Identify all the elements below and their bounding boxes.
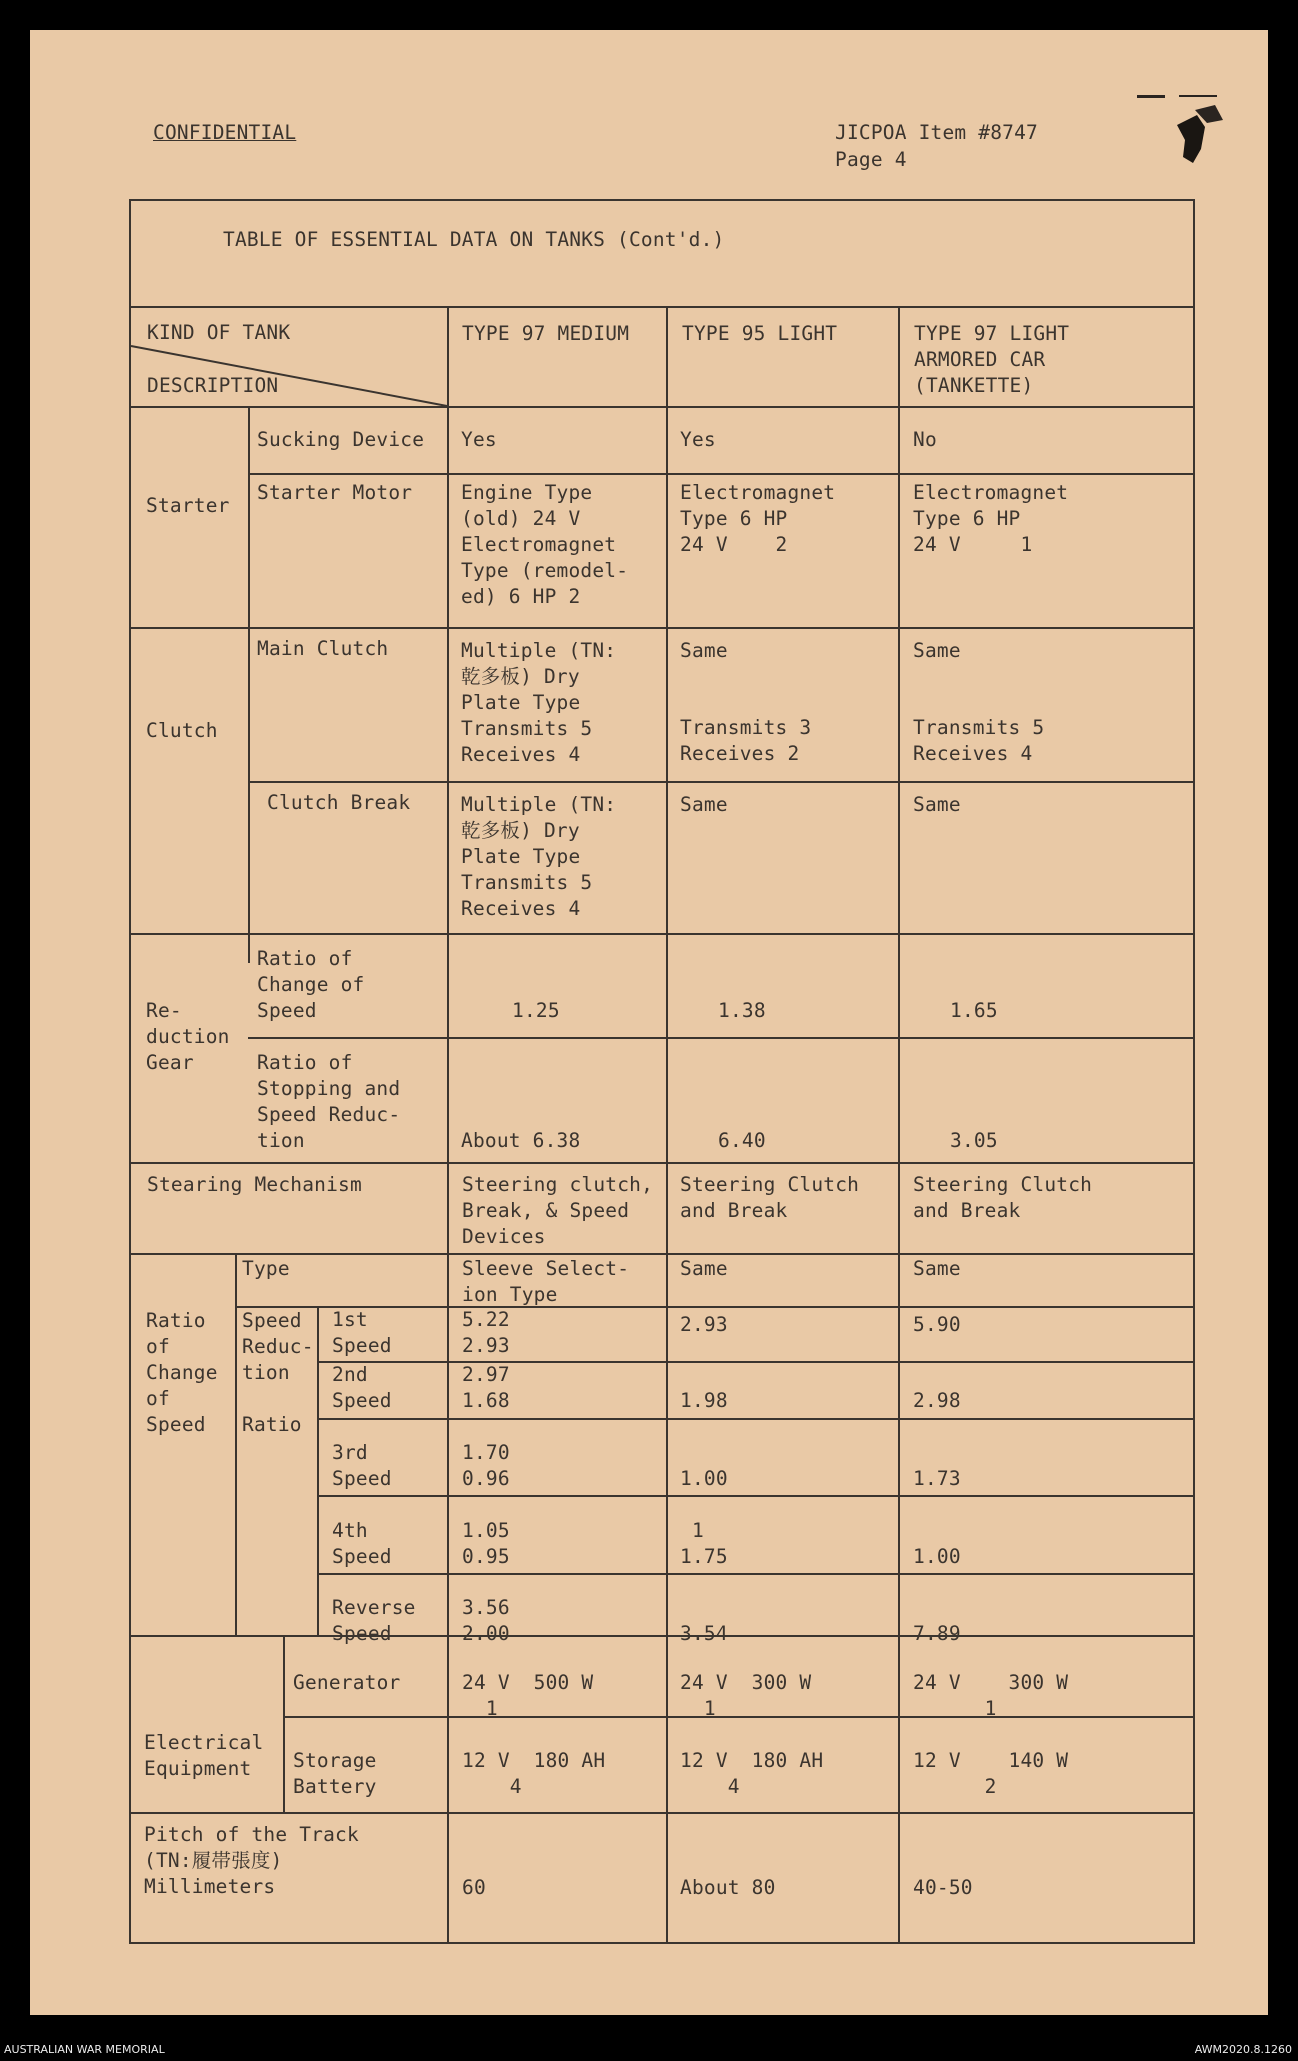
kind-of-tank-header: KIND OF TANK xyxy=(147,321,291,344)
cell: 3.56 2.00 xyxy=(462,1596,510,1645)
cell: Yes xyxy=(680,428,716,451)
cell: Steering Clutch and Break xyxy=(680,1173,860,1222)
row-sucking-device: Sucking Device xyxy=(257,428,425,451)
row-clutch-break: Clutch Break xyxy=(267,791,411,814)
group-reduction-gear: Re- duction Gear xyxy=(146,999,230,1074)
cell: Steering clutch, Break, & Speed Devices xyxy=(462,1173,654,1248)
cell: Electromagnet Type 6 HP 24 V 1 xyxy=(913,481,1069,556)
group-speed-reduction-ratio: Speed Reduc- tion Ratio xyxy=(242,1309,314,1436)
torn-corner-mark xyxy=(1135,85,1235,175)
description-header: DESCRIPTION xyxy=(147,374,279,397)
cell: 6.40 xyxy=(718,1129,766,1152)
cell: Yes xyxy=(461,428,497,451)
cell: 1.98 xyxy=(680,1389,728,1412)
col-type95-light: TYPE 95 LIGHT xyxy=(682,322,838,345)
cell: 3.05 xyxy=(950,1129,998,1152)
cell: 1.38 xyxy=(718,999,766,1022)
cell: 12 V 180 AH 4 xyxy=(680,1749,824,1798)
cell: Transmits 3 Receives 2 xyxy=(680,716,812,765)
cell: 2.97 1.68 xyxy=(462,1363,510,1412)
row-4th-speed: 4th Speed xyxy=(332,1519,392,1568)
cell: No xyxy=(913,428,937,451)
cell: 24 V 500 W 1 xyxy=(462,1671,594,1720)
cell: 5.22 2.93 xyxy=(462,1308,510,1357)
group-ratio-change-speed: Ratio of Change of Speed xyxy=(146,1309,218,1436)
cell: 40-50 xyxy=(913,1876,973,1899)
cell: Same xyxy=(680,639,728,662)
cell: 7.89 xyxy=(913,1622,961,1645)
group-electrical-equipment: Electrical Equipment xyxy=(144,1731,264,1780)
cell: Multiple (TN: 乾多板) Dry Plate Type Transmits 5 Receives 4 xyxy=(461,793,617,920)
cell: 12 V 140 W 2 xyxy=(913,1749,1069,1798)
cell: 24 V 300 W 1 xyxy=(680,1671,812,1720)
cell: 1.70 0.96 xyxy=(462,1441,510,1490)
cell: 5.90 xyxy=(913,1313,961,1336)
row-2nd-speed: 2nd Speed xyxy=(332,1363,392,1412)
cell: Electromagnet Type 6 HP 24 V 2 xyxy=(680,481,836,556)
group-starter: Starter xyxy=(146,494,230,517)
cell: 60 xyxy=(462,1876,486,1899)
cell: Sleeve Select- ion Type xyxy=(462,1257,630,1306)
cell: 1.73 xyxy=(913,1467,961,1490)
row-generator: Generator xyxy=(293,1671,401,1694)
cell: About 80 xyxy=(680,1876,776,1899)
cell: 1.00 xyxy=(913,1545,961,1568)
row-ratio-of-change: Ratio of Change of Speed xyxy=(257,947,365,1022)
cell: Same xyxy=(913,639,961,662)
col-type97-tankette: TYPE 97 LIGHT ARMORED CAR (TANKETTE) xyxy=(914,322,1070,397)
cell: 1.25 xyxy=(512,999,560,1022)
row-ratio-of-stopping: Ratio of Stopping and Speed Reduc- tion xyxy=(257,1051,401,1152)
cell: 1.00 xyxy=(680,1467,728,1490)
cell: Same xyxy=(680,793,728,816)
row-3rd-speed: 3rd Speed xyxy=(332,1441,392,1490)
cell: About 6.38 xyxy=(461,1129,581,1152)
cell: 2.98 xyxy=(913,1389,961,1412)
col-type97-medium: TYPE 97 MEDIUM xyxy=(462,322,630,345)
cell: 24 V 300 W 1 xyxy=(913,1671,1069,1720)
cell: Same xyxy=(913,793,961,816)
row-starter-motor: Starter Motor xyxy=(257,481,413,504)
cell: Same xyxy=(680,1257,728,1280)
row-type: Type xyxy=(242,1257,290,1280)
row-main-clutch: Main Clutch xyxy=(257,637,389,660)
row-storage-battery: Storage Battery xyxy=(293,1749,377,1798)
cell: Same xyxy=(913,1257,961,1280)
cell: 12 V 180 AH 4 xyxy=(462,1749,606,1798)
cell: 1 1.75 xyxy=(680,1519,728,1568)
row-pitch-of-track: Pitch of the Track (TN:履帯張度) Millimeters xyxy=(144,1823,359,1898)
row-1st-speed: 1st Speed xyxy=(332,1308,392,1357)
cell: Engine Type (old) 24 V Electromagnet Type (remodel- ed) 6 HP 2 xyxy=(461,481,629,608)
page-number: Page 4 xyxy=(835,148,907,171)
cell: Multiple (TN: 乾多板) Dry Plate Type Transmits 5 Receives 4 xyxy=(461,639,617,766)
cell: 1.05 0.95 xyxy=(462,1519,510,1568)
footer-left: AUSTRALIAN WAR MEMORIAL xyxy=(4,2043,165,2056)
footer-right: AWM2020.8.1260 xyxy=(1194,2043,1292,2056)
cell: 3.54 xyxy=(680,1622,728,1645)
row-steering-mechanism: Stearing Mechanism xyxy=(147,1173,362,1196)
confidential-label: CONFIDENTIAL xyxy=(153,121,297,144)
row-reverse-speed: Reverse Speed xyxy=(332,1596,416,1645)
cell: 1.65 xyxy=(950,999,998,1022)
cell: 2.93 xyxy=(680,1313,728,1336)
table-title: TABLE OF ESSENTIAL DATA ON TANKS (Cont'd.) xyxy=(223,228,725,251)
item-number: JICPOA Item #8747 xyxy=(835,121,1038,144)
group-clutch: Clutch xyxy=(146,719,218,742)
document-page xyxy=(30,30,1268,2015)
cell: Steering Clutch and Break xyxy=(913,1173,1093,1222)
cell: Transmits 5 Receives 4 xyxy=(913,716,1045,765)
